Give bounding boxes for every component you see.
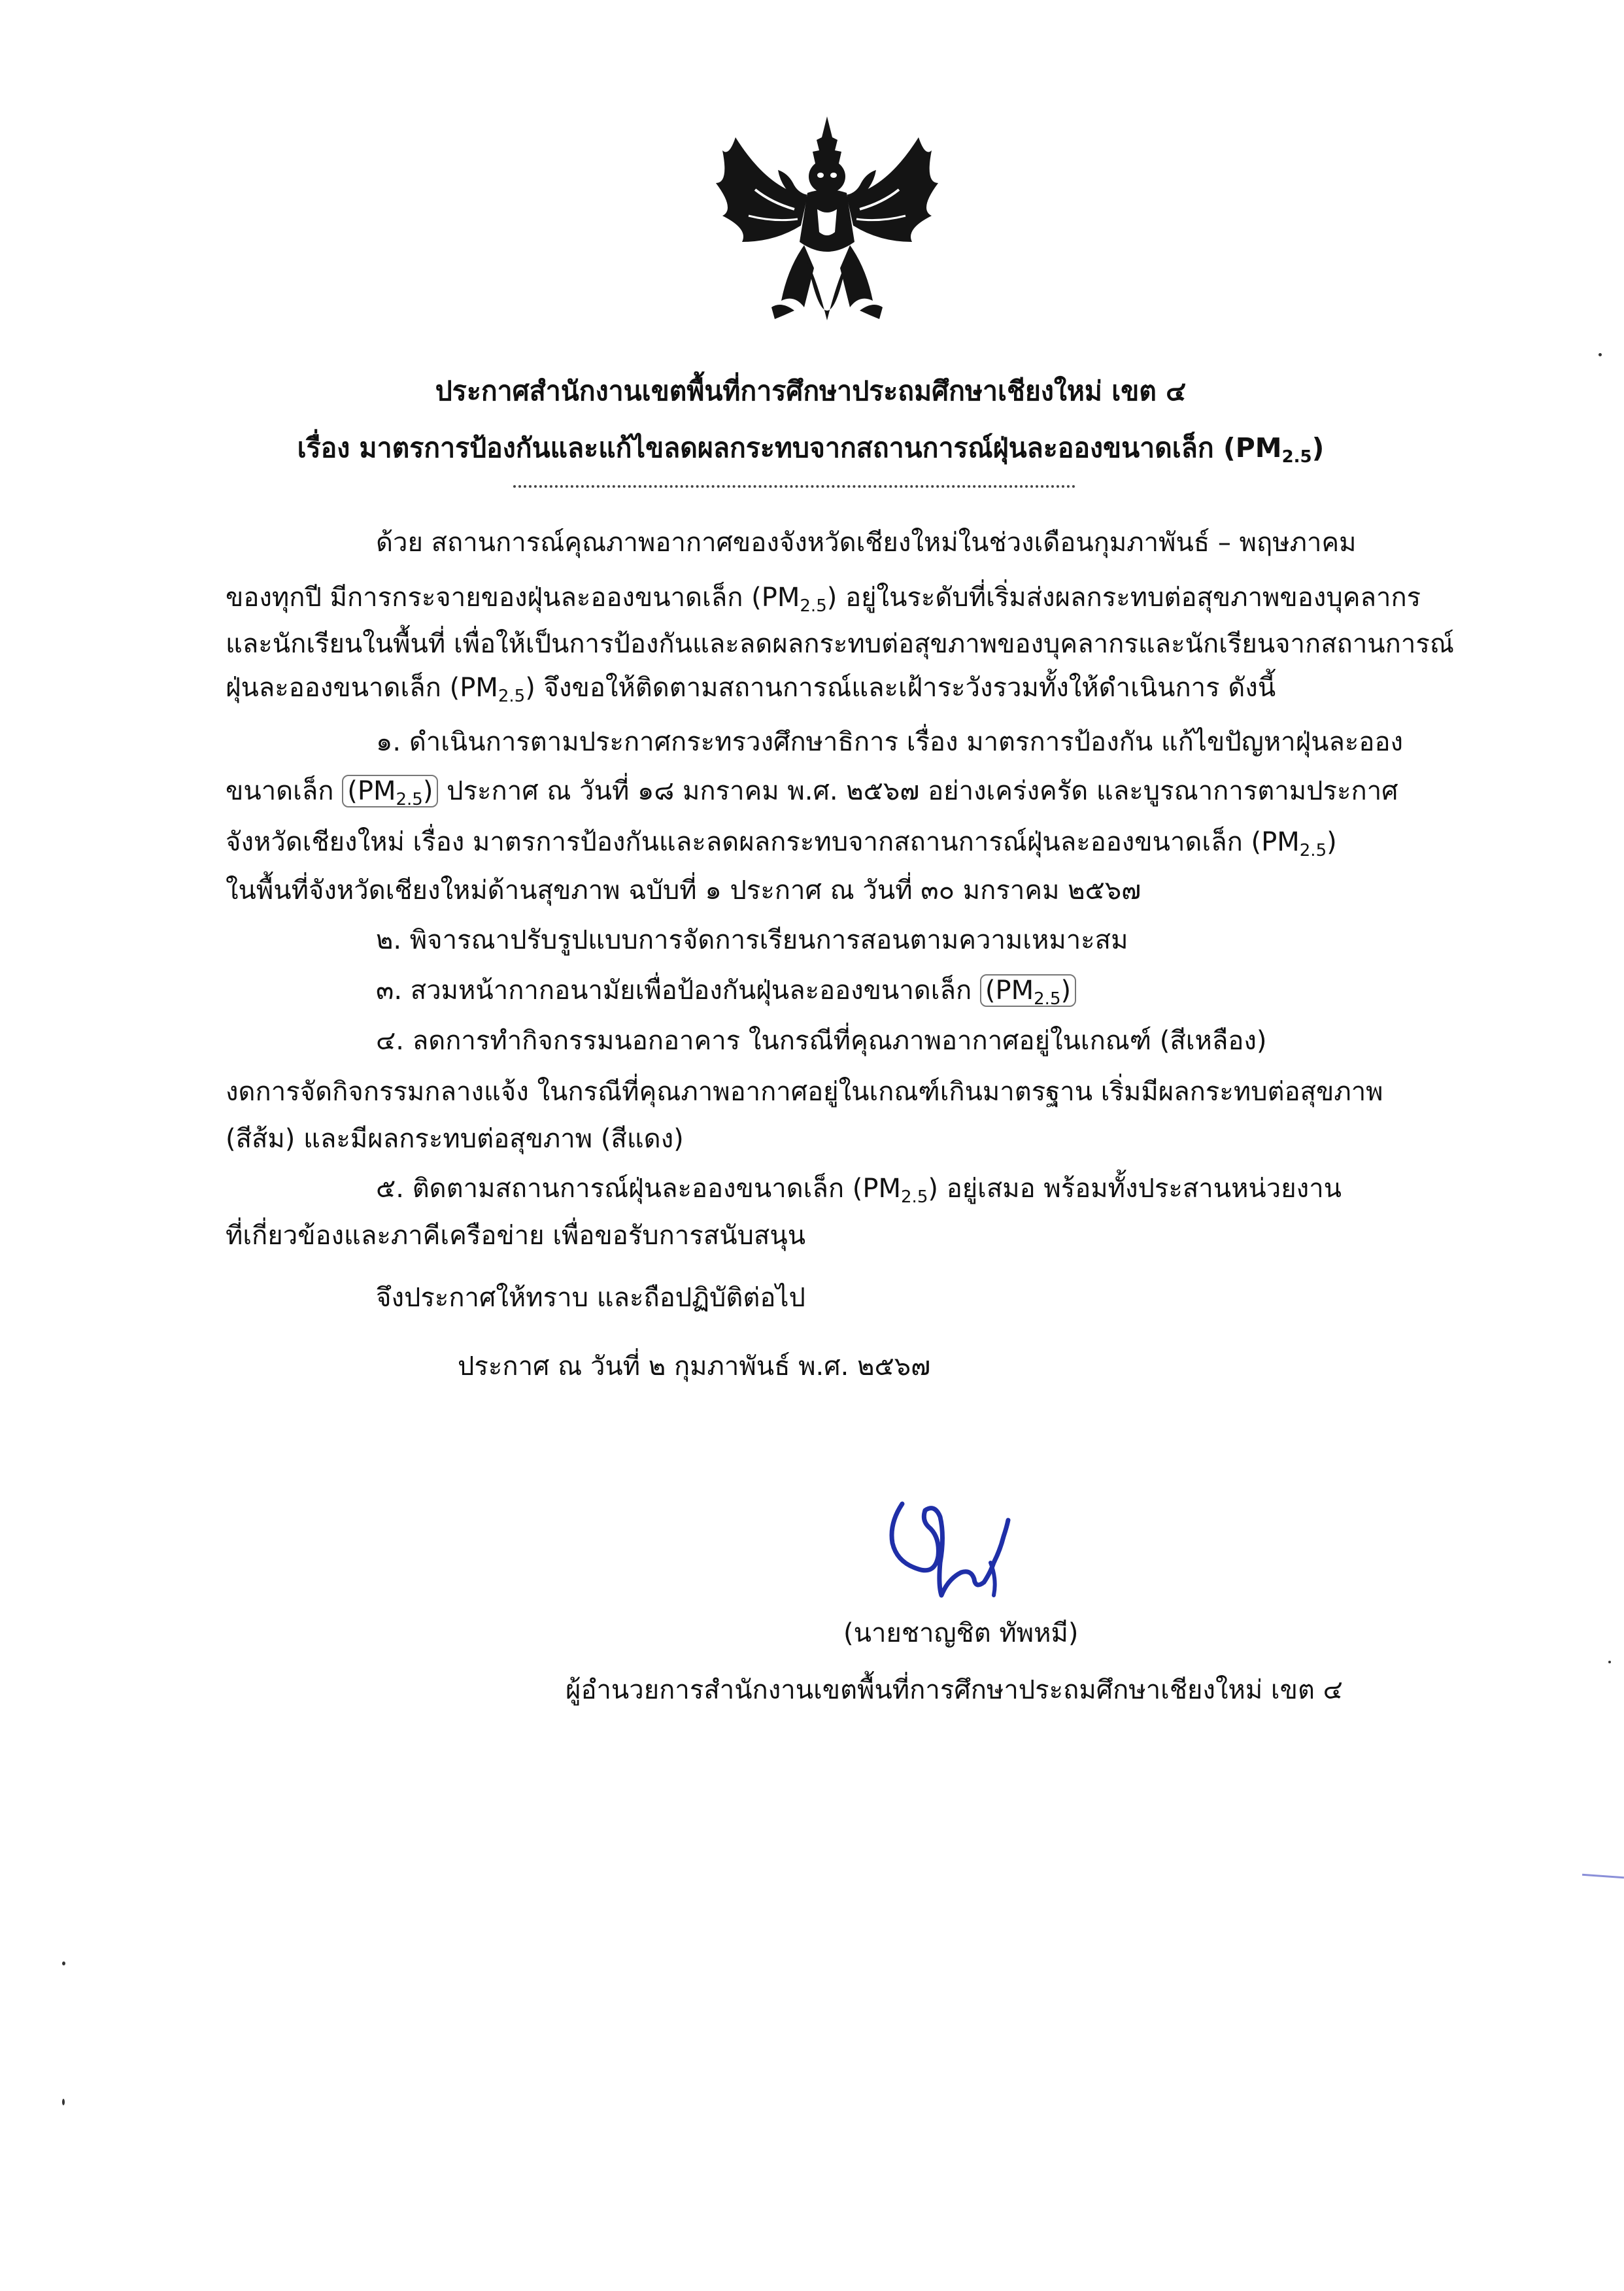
title-separator (513, 485, 1075, 488)
item-5-line-2: ที่เกี่ยวข้องและภาคีเครือข่าย เพื่อขอรับการสนับสนุน (226, 1221, 806, 1251)
signatory-position: ผู้อำนวยการสำนักงานเขตพื้นที่การศึกษาประถมศึกษาเชียงใหม่ เขต ๔ (566, 1675, 1343, 1705)
handwritten-signature (863, 1465, 1072, 1615)
item-1-line-3: จังหวัดเชียงใหม่ เรื่อง มาตรการป้องกันและลดผลกระทบจากสถานการณ์ฝุ่นละอองขนาดเล็ก $(PM_{2.5})$ (226, 827, 1337, 860)
item-4-line-3: (สีส้ม) และมีผลกระทบต่อสุขภาพ (สีแดง) (226, 1124, 684, 1154)
intro-line-3: และนักเรียนในพื้นที่ เพื่อให้เป็นการป้องกันและลดผลกระทบต่อสุขภาพของบุคลากรและนักเรียนจากสถานการณ์ (226, 629, 1454, 659)
announcement-subject: เรื่อง มาตรการป้องกันและแก้ไขลดผลกระทบจากสถานการณ์ฝุ่นละอองขนาดเล็ก $(PM_{2.5})$ (297, 432, 1325, 467)
closing-announce: จึงประกาศให้ทราบ และถือปฏิบัติต่อไป (376, 1283, 805, 1313)
intro-line-2: ของทุกปี มีการกระจายของฝุ่นละอองขนาดเล็ก $(PM_{2.5})$ อยู่ในระดับที่เริ่มส่งผลกระทบต่อสุขภาพของบุคลากร (226, 583, 1421, 616)
announcement-date: ประกาศ ณ วันที่ ๒ กุมภาพันธ์ พ.ศ. ๒๕๖๗ (458, 1351, 931, 1382)
scan-speck (62, 1961, 65, 1965)
item-1-line-4: ในพื้นที่จังหวัดเชียงใหม่ด้านสุขภาพ ฉบับที่ ๑ ประกาศ ณ วันที่ ๓๐ มกราคม ๒๕๖๗ (226, 875, 1142, 906)
item-1-line-2: ขนาดเล็ก $(PM_{2.5})$ ประกาศ ณ วันที่ ๑๘ มกราคม พ.ศ. ๒๕๖๗ อย่างเคร่งครัด และบูรณาการตามประกาศ (226, 776, 1398, 809)
item-3: ๓. สวมหน้ากากอนามัยเพื่อป้องกันฝุ่นละอองขนาดเล็ก $(PM_{2.5})$ (376, 971, 1461, 1019)
item-1-line-1: ๑. ดำเนินการตามประกาศกระทรวงศึกษาธิการ เรื่อง มาตรการป้องกัน แก้ไขปัญหาฝุ่นละออง (376, 727, 1403, 757)
signatory-name: (นายชาญชิต ทัพหมี) (843, 1618, 1079, 1648)
scan-speck (1599, 353, 1602, 356)
item-4-line-2: งดการจัดกิจกรรมกลางแจ้ง ในกรณีที่คุณภาพอากาศอยู่ในเกณฑ์เกินมาตรฐาน เริ่มมีผลกระทบต่อสุขภาพ (226, 1077, 1383, 1107)
item-5-line-1: ๕. ติดตามสถานการณ์ฝุ่นละอองขนาดเล็ก $(PM_{2.5})$ อยู่เสมอ พร้อมทั้งประสานหน่วยงาน (376, 1174, 1342, 1207)
garuda-emblem-icon (709, 111, 945, 360)
scan-speck (62, 2099, 65, 2105)
intro-line-4: ฝุ่นละอองขนาดเล็ก $(PM_{2.5})$ จึงขอให้ติดตามสถานการณ์และเฝ้าระวังรวมทั้งให้ดำเนินการ ดังนี้ (226, 673, 1276, 706)
scan-mark (1582, 1874, 1624, 1878)
scan-speck (1608, 1661, 1611, 1663)
item-4-line-1: ๔. ลดการทำกิจกรรมนอกอาคาร ในกรณีที่คุณภาพอากาศอยู่ในเกณฑ์ (สีเหลือง) (376, 1026, 1267, 1056)
announcement-title: ประกาศสำนักงานเขตพื้นที่การศึกษาประถมศึกษาเชียงใหม่ เขต ๔ (435, 375, 1187, 407)
intro-line-1: ด้วย สถานการณ์คุณภาพอากาศของจังหวัดเชียงใหม่ในช่วงเดือนกุมภาพันธ์ – พฤษภาคม (376, 528, 1357, 558)
item-2: ๒. พิจารณาปรับรูปแบบการจัดการเรียนการสอนตามความเหมาะสม (376, 925, 1128, 955)
